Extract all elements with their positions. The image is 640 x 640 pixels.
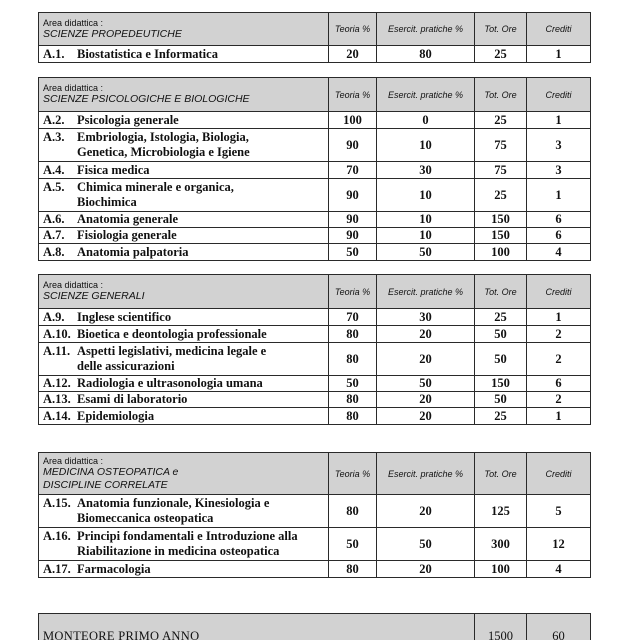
column-header-ore: Tot. Ore <box>475 13 527 46</box>
esercitazioni-value: 20 <box>377 392 475 408</box>
crediti-value: 6 <box>527 228 591 244</box>
course-code: A.1. <box>43 46 65 61</box>
esercitazioni-value: 30 <box>377 162 475 179</box>
course-name: Inglese scientifico <box>77 309 172 324</box>
teoria-value: 80 <box>329 561 377 578</box>
ore-value: 25 <box>475 408 527 425</box>
ore-value: 100 <box>475 561 527 578</box>
course-code: A.4. <box>43 162 65 177</box>
area-header <box>39 78 591 112</box>
crediti-value: 4 <box>527 244 591 261</box>
ore-value: 100 <box>475 244 527 261</box>
course-name-continued: delle assicurazioni <box>77 359 175 373</box>
crediti-value: 6 <box>527 212 591 228</box>
course-code: A.5. <box>43 180 65 194</box>
ore-value: 150 <box>475 376 527 392</box>
course-row <box>39 228 591 244</box>
area-title: MEDICINA OSTEOPATICA e <box>43 465 179 478</box>
area-label: Area didattica : <box>43 83 104 93</box>
course-name-continued: Riabilitazione in medicina osteopatica <box>77 544 280 558</box>
course-row <box>39 376 591 392</box>
teoria-value: 80 <box>329 495 377 528</box>
area-title-cell <box>39 78 329 112</box>
column-header-ore: Tot. Ore <box>475 275 527 309</box>
ore-value: 75 <box>475 129 527 162</box>
course-row <box>39 309 591 326</box>
course-row <box>39 343 591 376</box>
column-header-teoria: Teoria % <box>329 453 377 495</box>
ore-value: 25 <box>475 179 527 212</box>
ore-value: 150 <box>475 228 527 244</box>
course-name: Anatomia palpatoria <box>77 244 189 259</box>
course-code: A.15. <box>43 496 71 510</box>
column-header-esercitazioni: Esercit. pratiche % <box>377 78 475 112</box>
esercitazioni-value: 10 <box>377 129 475 162</box>
crediti-value: 2 <box>527 343 591 376</box>
total-label: MONTEORE PRIMO ANNO <box>39 614 475 640</box>
course-name: Principi fondamentali e Introduzione alla <box>77 529 298 543</box>
esercitazioni-value: 0 <box>377 112 475 129</box>
course-row <box>39 162 591 179</box>
crediti-value: 1 <box>527 309 591 326</box>
area-title: SCIENZE PSICOLOGICHE E BIOLOGICHE <box>43 93 250 105</box>
course-name: Anatomia generale <box>77 212 179 226</box>
crediti-value: 2 <box>527 326 591 343</box>
teoria-value: 20 <box>329 46 377 63</box>
ore-value: 300 <box>475 528 527 561</box>
course-name: Chimica minerale e organica, <box>77 180 234 194</box>
course-code: A.14. <box>43 408 71 423</box>
column-header-esercitazioni: Esercit. pratiche % <box>377 275 475 309</box>
course-code: A.2. <box>43 112 65 127</box>
column-header-crediti: Crediti <box>527 453 591 495</box>
column-header-esercitazioni: Esercit. pratiche % <box>377 13 475 46</box>
teoria-value: 70 <box>329 162 377 179</box>
esercitazioni-value: 50 <box>377 528 475 561</box>
esercitazioni-value: 10 <box>377 179 475 212</box>
area-title-cell <box>39 13 329 46</box>
esercitazioni-value: 50 <box>377 244 475 261</box>
crediti-value: 1 <box>527 179 591 212</box>
course-row <box>39 129 591 162</box>
course-code: A.3. <box>43 130 65 144</box>
teoria-value: 90 <box>329 228 377 244</box>
teoria-value: 80 <box>329 408 377 425</box>
course-row <box>39 495 591 528</box>
teoria-value: 50 <box>329 244 377 261</box>
area-title-cell <box>39 453 329 495</box>
ore-value: 25 <box>475 112 527 129</box>
total-crediti: 60 <box>527 614 591 640</box>
ore-value: 50 <box>475 326 527 343</box>
esercitazioni-value: 10 <box>377 228 475 244</box>
ore-value: 25 <box>475 46 527 63</box>
course-name-continued: Biomeccanica osteopatica <box>77 511 214 525</box>
area-table-propedeutiche <box>38 12 591 63</box>
course-code: A.10. <box>43 326 71 341</box>
course-code: A.8. <box>43 244 65 259</box>
course-row <box>39 244 591 261</box>
course-code: A.11. <box>43 344 71 358</box>
total-row <box>39 614 591 640</box>
crediti-value: 1 <box>527 112 591 129</box>
area-header <box>39 275 591 309</box>
course-name: Aspetti legislativi, medicina legale e <box>77 344 267 358</box>
total-table <box>38 613 591 640</box>
area-table-psicologiche-biologiche <box>38 77 591 261</box>
column-header-ore: Tot. Ore <box>475 453 527 495</box>
crediti-value: 5 <box>527 495 591 528</box>
esercitazioni-value: 50 <box>377 376 475 392</box>
teoria-value: 100 <box>329 112 377 129</box>
area-title-continued: DISCIPLINE CORRELATE <box>43 478 168 491</box>
course-code: A.16. <box>43 529 71 543</box>
course-row <box>39 212 591 228</box>
course-name: Epidemiologia <box>77 408 155 423</box>
area-title: SCIENZE GENERALI <box>43 290 145 302</box>
ore-value: 25 <box>475 309 527 326</box>
teoria-value: 90 <box>329 129 377 162</box>
column-header-teoria: Teoria % <box>329 13 377 46</box>
teoria-value: 80 <box>329 392 377 408</box>
column-header-crediti: Crediti <box>527 13 591 46</box>
crediti-value: 3 <box>527 129 591 162</box>
course-name: Esami di laboratorio <box>77 392 188 406</box>
crediti-value: 2 <box>527 392 591 408</box>
area-label: Area didattica : <box>43 455 104 466</box>
course-row <box>39 561 591 578</box>
teoria-value: 90 <box>329 212 377 228</box>
esercitazioni-value: 20 <box>377 408 475 425</box>
ore-value: 150 <box>475 212 527 228</box>
course-name: Bioetica e deontologia professionale <box>77 326 267 341</box>
teoria-value: 90 <box>329 179 377 212</box>
esercitazioni-value: 30 <box>377 309 475 326</box>
crediti-value: 1 <box>527 408 591 425</box>
ore-value: 50 <box>475 392 527 408</box>
crediti-value: 4 <box>527 561 591 578</box>
course-name: Anatomia funzionale, Kinesiologia e <box>77 496 270 510</box>
area-title: SCIENZE PROPEDEUTICHE <box>43 27 182 40</box>
crediti-value: 3 <box>527 162 591 179</box>
column-header-esercitazioni: Esercit. pratiche % <box>377 453 475 495</box>
area-label: Area didattica : <box>43 280 104 290</box>
area-table-medicina-osteopatica <box>38 452 591 578</box>
course-name: Fisiologia generale <box>77 228 177 242</box>
column-header-crediti: Crediti <box>527 275 591 309</box>
course-code: A.17. <box>43 561 71 576</box>
area-header <box>39 453 591 495</box>
column-header-ore: Tot. Ore <box>475 78 527 112</box>
course-row <box>39 408 591 425</box>
esercitazioni-value: 20 <box>377 495 475 528</box>
area-title-cell <box>39 275 329 309</box>
course-code: A.9. <box>43 309 65 324</box>
area-table-generali <box>38 274 591 425</box>
course-name: Biostatistica e Informatica <box>77 46 218 61</box>
course-code: A.12. <box>43 376 71 390</box>
course-row <box>39 46 591 63</box>
course-name: Psicologia generale <box>77 112 179 127</box>
course-name-continued: Genetica, Microbiologia e Igiene <box>77 145 250 159</box>
total-ore: 1500 <box>475 614 527 640</box>
teoria-value: 70 <box>329 309 377 326</box>
course-name: Embriologia, Istologia, Biologia, <box>77 130 249 144</box>
esercitazioni-value: 80 <box>377 46 475 63</box>
esercitazioni-value: 10 <box>377 212 475 228</box>
course-name: Radiologia e ultrasonologia umana <box>77 376 263 390</box>
course-row <box>39 326 591 343</box>
course-code: A.13. <box>43 392 71 406</box>
teoria-value: 80 <box>329 343 377 376</box>
ore-value: 75 <box>475 162 527 179</box>
esercitazioni-value: 20 <box>377 561 475 578</box>
course-name: Farmacologia <box>77 561 151 576</box>
esercitazioni-value: 20 <box>377 343 475 376</box>
course-code: A.6. <box>43 212 65 226</box>
teoria-value: 50 <box>329 528 377 561</box>
esercitazioni-value: 20 <box>377 326 475 343</box>
course-row <box>39 112 591 129</box>
column-header-teoria: Teoria % <box>329 275 377 309</box>
teoria-value: 80 <box>329 326 377 343</box>
course-row <box>39 179 591 212</box>
crediti-value: 12 <box>527 528 591 561</box>
area-label: Area didattica : <box>43 17 104 28</box>
crediti-value: 1 <box>527 46 591 63</box>
course-name-continued: Biochimica <box>77 195 137 209</box>
teoria-value: 50 <box>329 376 377 392</box>
column-header-teoria: Teoria % <box>329 78 377 112</box>
ore-value: 50 <box>475 343 527 376</box>
course-code: A.7. <box>43 228 65 242</box>
course-row <box>39 528 591 561</box>
course-name: Fisica medica <box>77 162 150 177</box>
course-row <box>39 392 591 408</box>
area-header <box>39 13 591 46</box>
column-header-crediti: Crediti <box>527 78 591 112</box>
ore-value: 125 <box>475 495 527 528</box>
crediti-value: 6 <box>527 376 591 392</box>
